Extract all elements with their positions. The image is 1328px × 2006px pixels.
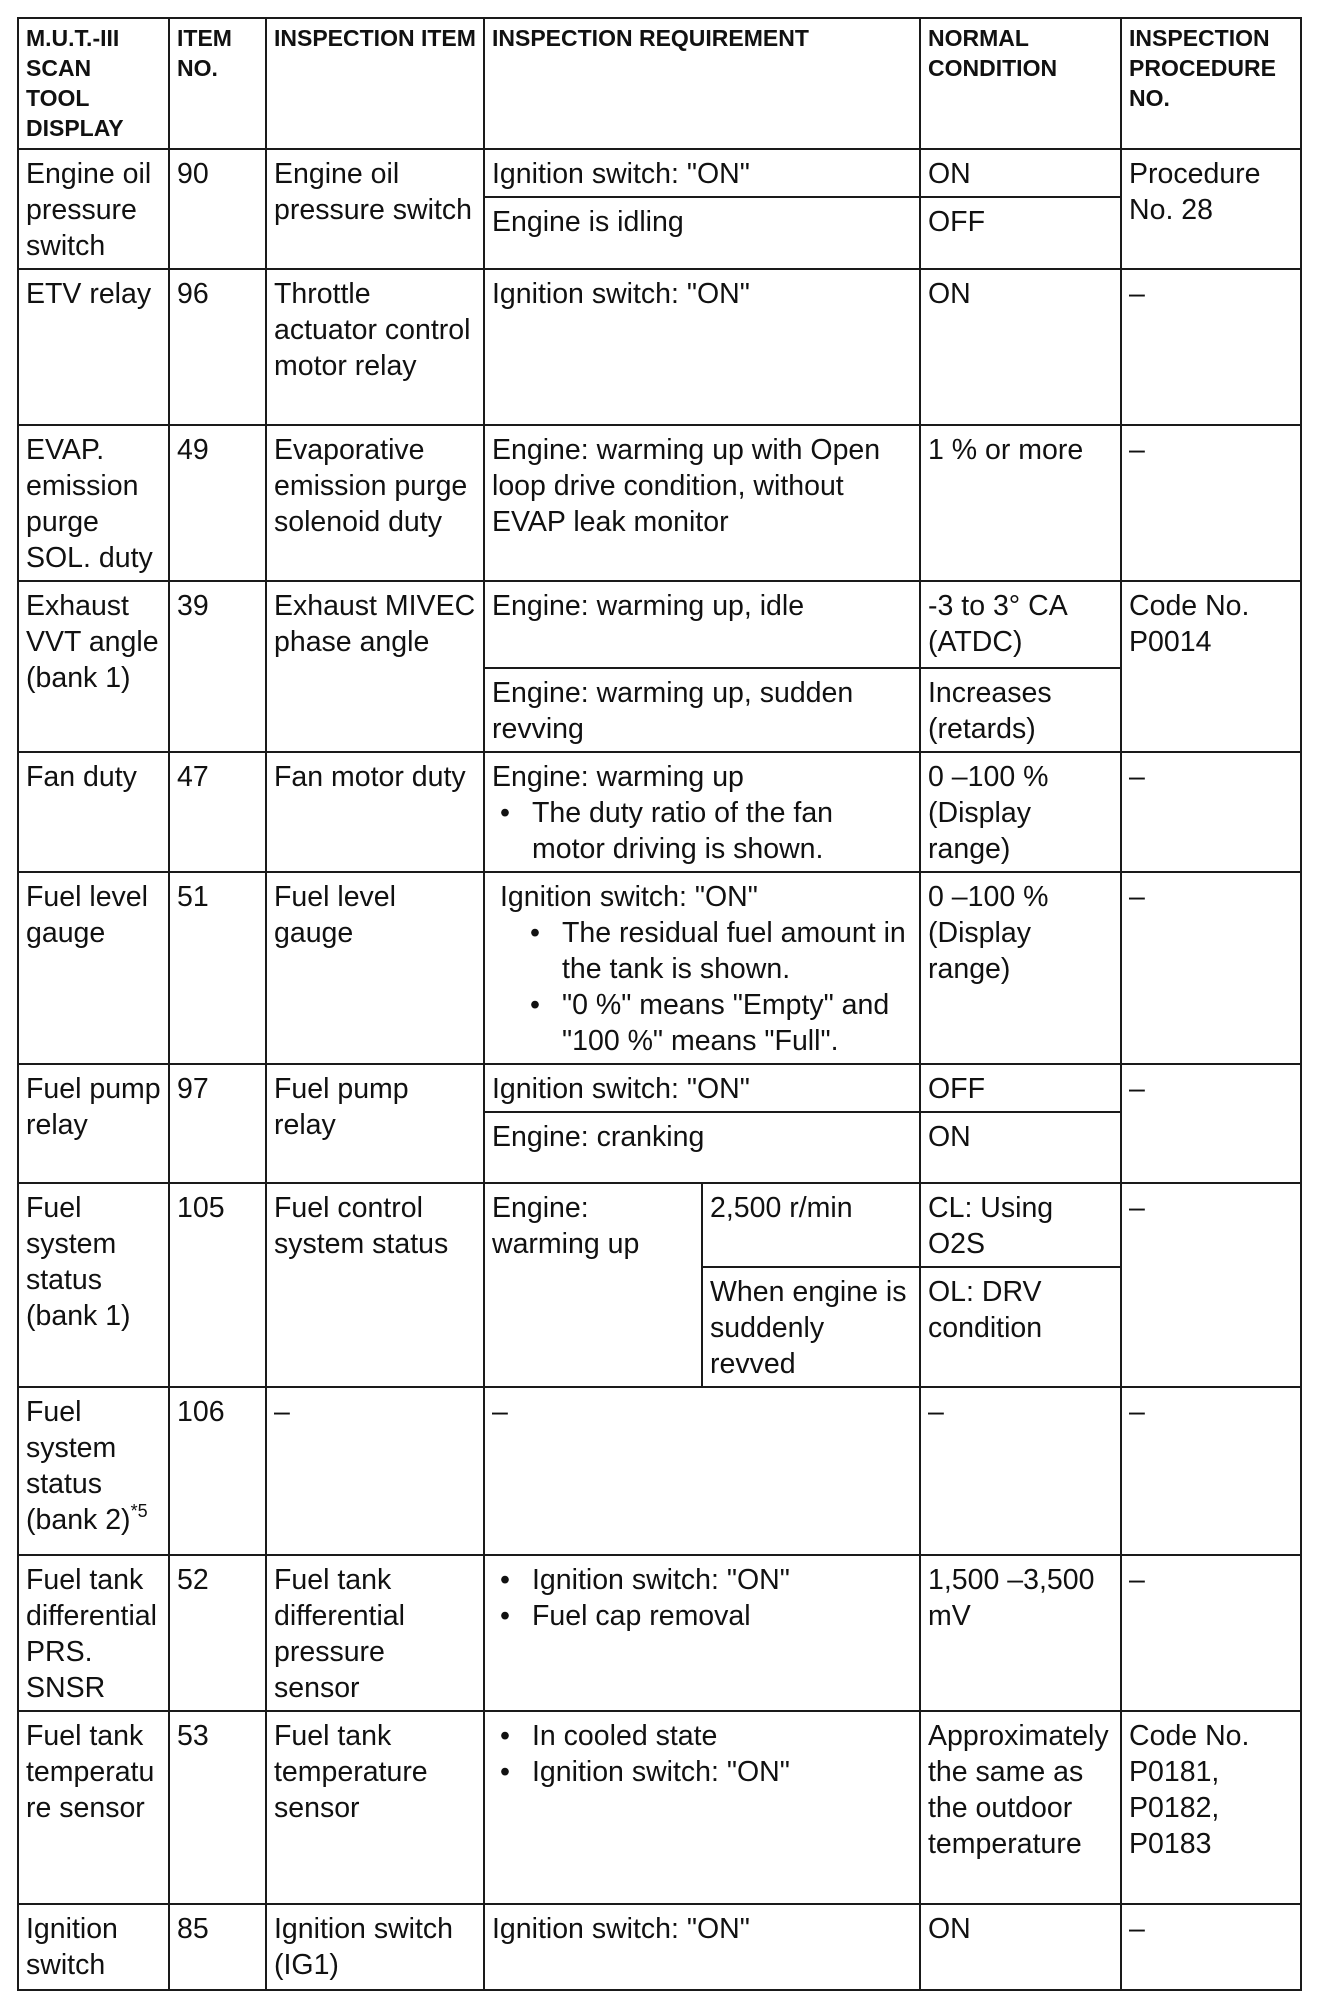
normal-cell: ON: [920, 1112, 1121, 1183]
display-cell: Fuel level gauge: [18, 872, 169, 1064]
item-no-cell: 106: [169, 1387, 266, 1555]
header-row: [18, 18, 1301, 149]
item-cell: Fuel pump relay: [266, 1064, 484, 1183]
display-cell: Exhaust VVT angle (bank 1): [18, 581, 169, 752]
procedure-cell: –: [1121, 1555, 1301, 1711]
table-row: [18, 425, 1301, 581]
item-no-cell: 53: [169, 1711, 266, 1904]
bullet-item: • The duty ratio of the fan motor driving is shown.: [492, 795, 912, 867]
normal-cell: ON: [920, 149, 1121, 197]
normal-cell: 1 % or more: [920, 425, 1121, 581]
header-item-no: ITEM NO.: [169, 18, 266, 149]
item-no-cell: 47: [169, 752, 266, 872]
item-cell: Fuel tank temperature sensor: [266, 1711, 484, 1904]
display-text: Fuel system status (bank 2): [26, 1396, 131, 1536]
requirement-lead: Engine: warming up: [492, 761, 744, 793]
table-row: [18, 1711, 1301, 1904]
item-cell: Exhaust MIVEC phase angle: [266, 581, 484, 752]
requirement-cell: Engine is idling: [484, 197, 920, 269]
display-cell: EVAP. emission purge SOL. duty: [18, 425, 169, 581]
requirement-cell: Ignition switch: "ON": [484, 1904, 920, 1990]
header-display: M.U.T.-III SCAN TOOL DISPLAY: [18, 18, 169, 149]
requirement-bullets: [492, 795, 912, 867]
table-row: [18, 1555, 1301, 1711]
table-row: [18, 581, 1301, 668]
table-row: [18, 1183, 1301, 1267]
procedure-cell: –: [1121, 1904, 1301, 1990]
inspection-table: [17, 17, 1302, 1991]
normal-cell: Approximately the same as the outdoor temperature: [920, 1711, 1121, 1904]
normal-cell: -3 to 3° CA (ATDC): [920, 581, 1121, 668]
item-cell: Fuel level gauge: [266, 872, 484, 1064]
item-no-cell: 96: [169, 269, 266, 425]
display-cell: Engine oil pressure switch: [18, 149, 169, 269]
display-cell: Fuel tank differential PRS. SNSR: [18, 1555, 169, 1711]
requirement-subcell: 2,500 r/min: [702, 1183, 920, 1267]
procedure-cell: –: [1121, 269, 1301, 425]
item-cell: Evaporative emission purge solenoid duty: [266, 425, 484, 581]
procedure-cell: –: [1121, 425, 1301, 581]
procedure-cell: –: [1121, 1387, 1301, 1555]
bullet-item: • "0 %" means "Empty" and "100 %" means "Full".: [492, 987, 912, 1059]
display-cell: Fuel system status (bank 1): [18, 1183, 169, 1387]
requirement-cell: [484, 1555, 920, 1711]
item-no-cell: 49: [169, 425, 266, 581]
requirement-lead: Ignition switch: "ON": [500, 881, 758, 913]
display-cell: [18, 1387, 169, 1555]
bullet-item: • In cooled state: [492, 1718, 912, 1754]
normal-cell: OFF: [920, 197, 1121, 269]
item-cell: Fan motor duty: [266, 752, 484, 872]
table-row: [18, 1064, 1301, 1112]
display-cell: Fuel pump relay: [18, 1064, 169, 1183]
item-cell: –: [266, 1387, 484, 1555]
normal-cell: 0 –100 % (Display range): [920, 872, 1121, 1064]
requirement-cell: Engine: warming up, sudden revving: [484, 668, 920, 752]
item-cell: Fuel control system status: [266, 1183, 484, 1387]
procedure-cell: Procedure No. 28: [1121, 149, 1301, 269]
procedure-cell: Code No. P0181, P0182, P0183: [1121, 1711, 1301, 1904]
header-procedure: INSPECTION PROCEDURE NO.: [1121, 18, 1301, 149]
item-no-cell: 52: [169, 1555, 266, 1711]
requirement-cell: Engine: cranking: [484, 1112, 920, 1183]
header-requirement: INSPECTION REQUIREMENT: [484, 18, 920, 149]
item-cell: Engine oil pressure switch: [266, 149, 484, 269]
requirement-bullets: [492, 915, 912, 1059]
item-no-cell: 97: [169, 1064, 266, 1183]
normal-cell: CL: Using O2S: [920, 1183, 1121, 1267]
item-cell: Ignition switch (IG1): [266, 1904, 484, 1990]
requirement-cell: –: [484, 1387, 920, 1555]
item-cell: Fuel tank differential pressure sensor: [266, 1555, 484, 1711]
bullet-item: • Ignition switch: "ON": [492, 1562, 912, 1598]
normal-cell: 0 –100 % (Display range): [920, 752, 1121, 872]
requirement-bullets: [492, 1562, 912, 1634]
requirement-cell: Engine: warming up with Open loop drive condition, without EVAP leak monitor: [484, 425, 920, 581]
requirement-cell: Ignition switch: "ON": [484, 269, 920, 425]
requirement-cell: Engine: warming up, idle: [484, 581, 920, 668]
item-no-cell: 90: [169, 149, 266, 269]
display-cell: Ignition switch: [18, 1904, 169, 1990]
normal-cell: –: [920, 1387, 1121, 1555]
requirement-cell: [484, 872, 920, 1064]
table-row: [18, 149, 1301, 197]
header-item: INSPECTION ITEM: [266, 18, 484, 149]
normal-cell: ON: [920, 1904, 1121, 1990]
table-row: [18, 752, 1301, 872]
item-no-cell: 85: [169, 1904, 266, 1990]
requirement-cell: Ignition switch: "ON": [484, 149, 920, 197]
display-cell: ETV relay: [18, 269, 169, 425]
procedure-cell: –: [1121, 1064, 1301, 1183]
item-no-cell: 51: [169, 872, 266, 1064]
table-row: [18, 1387, 1301, 1555]
item-cell: Throttle actuator control motor relay: [266, 269, 484, 425]
header-normal: NORMAL CONDITION: [920, 18, 1121, 149]
normal-cell: 1,500 –3,500 mV: [920, 1555, 1121, 1711]
inspection-table-wrapper: [17, 17, 1302, 1991]
footnote-mark: *5: [130, 1501, 148, 1521]
display-cell: Fan duty: [18, 752, 169, 872]
procedure-cell: –: [1121, 752, 1301, 872]
item-no-cell: 39: [169, 581, 266, 752]
procedure-cell: –: [1121, 872, 1301, 1064]
table-row: [18, 269, 1301, 425]
procedure-cell: –: [1121, 1183, 1301, 1387]
bullet-item: • Ignition switch: "ON": [492, 1754, 912, 1790]
table-row: [18, 872, 1301, 1064]
normal-cell: ON: [920, 269, 1121, 425]
table-row: [18, 1904, 1301, 1990]
normal-cell: OL: DRV condition: [920, 1267, 1121, 1387]
requirement-bullets: [492, 1718, 912, 1790]
bullet-item: • Fuel cap removal: [492, 1598, 912, 1634]
requirement-subcell: When engine is suddenly revved: [702, 1267, 920, 1387]
requirement-cell: Engine: warming up: [484, 1183, 702, 1387]
requirement-cell: Ignition switch: "ON": [484, 1064, 920, 1112]
normal-cell: Increases (retards): [920, 668, 1121, 752]
item-no-cell: 105: [169, 1183, 266, 1387]
normal-cell: OFF: [920, 1064, 1121, 1112]
procedure-cell: Code No. P0014: [1121, 581, 1301, 752]
display-cell: Fuel tank temperature sensor: [18, 1711, 169, 1904]
bullet-item: • The residual fuel amount in the tank is shown.: [492, 915, 912, 987]
requirement-cell: [484, 752, 920, 872]
requirement-cell: [484, 1711, 920, 1904]
